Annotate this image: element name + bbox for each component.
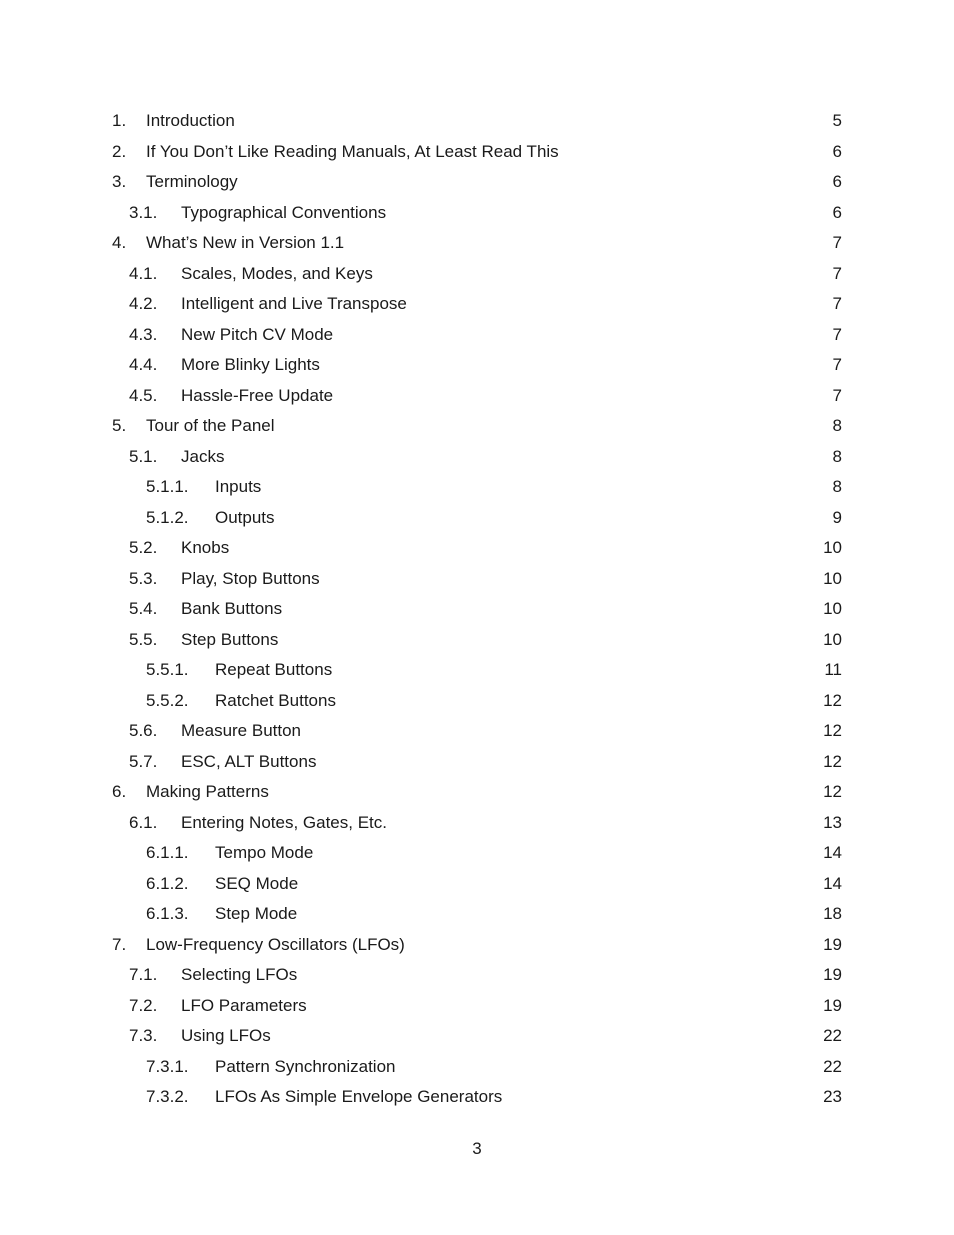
toc-entry-title: Typographical Conventions <box>181 202 387 222</box>
toc-entry-number: 5.3. <box>129 568 158 588</box>
toc-entry-title: Intelligent and Live Transpose <box>181 294 407 313</box>
toc-entry-page: 7 <box>832 355 842 374</box>
toc-entry[interactable] <box>112 564 842 595</box>
toc-entry-page: 22 <box>823 1056 842 1076</box>
toc-entry[interactable] <box>112 991 842 1022</box>
toc-entry-title: Play, Stop Buttons <box>181 568 320 588</box>
toc-entry-page: 7 <box>832 263 842 283</box>
toc-entry[interactable] <box>112 808 842 839</box>
toc-entry-number: 1. <box>112 111 127 130</box>
toc-entry-number: 6. <box>112 782 127 801</box>
toc-entry[interactable] <box>112 228 842 259</box>
toc-entry-page: 8 <box>832 416 842 435</box>
toc-entry-number: 3. <box>112 172 127 191</box>
toc-entry-number: 5.1.1. <box>146 477 189 496</box>
toc-entry-title: LFO Parameters <box>181 995 307 1015</box>
toc-entry[interactable] <box>112 350 842 381</box>
toc-entry-page: 10 <box>823 629 842 649</box>
toc-entry-page: 12 <box>823 751 842 771</box>
toc-entry-title: Tour of the Panel <box>146 416 275 435</box>
toc-entry-title: LFOs As Simple Envelope Generators <box>215 1087 503 1106</box>
toc-entry[interactable] <box>112 320 842 351</box>
toc-entry-title: Introduction <box>146 111 235 130</box>
toc-entry-page: 10 <box>823 599 842 618</box>
toc-entry-number: 5.5.1. <box>146 660 189 679</box>
toc-entry-number: 7.3.2. <box>146 1087 189 1106</box>
toc-entry-page: 14 <box>823 873 842 893</box>
toc-entry-title: Bank Buttons <box>181 599 283 618</box>
toc-entry-number: 6.1.1. <box>146 843 189 862</box>
toc-entry-title: Inputs <box>215 477 262 496</box>
toc-entry-page: 8 <box>832 446 842 466</box>
toc-entry-number: 6.1.2. <box>146 873 189 893</box>
toc-entry[interactable] <box>112 1052 842 1083</box>
toc-entry[interactable] <box>112 289 842 320</box>
toc-entry[interactable] <box>112 1082 842 1113</box>
toc-entry-number: 4.3. <box>129 324 158 344</box>
toc-entry-title: Pattern Synchronization <box>215 1056 396 1076</box>
toc-entry[interactable] <box>112 869 842 900</box>
toc-entry-page: 13 <box>823 812 842 832</box>
toc-entry-number: 7.2. <box>129 995 158 1015</box>
toc-entry-title: Tempo Mode <box>215 843 314 862</box>
toc-entry-title: New Pitch CV Mode <box>181 324 334 344</box>
toc-entry-number: 5.1. <box>129 446 158 466</box>
toc-entry-title: Repeat Buttons <box>215 660 333 679</box>
toc-entry-title: Ratchet Buttons <box>215 690 336 710</box>
toc-entry[interactable] <box>112 1021 842 1052</box>
toc-entry-title: Making Patterns <box>146 782 269 801</box>
toc-entry[interactable] <box>112 503 842 534</box>
toc-entry-page: 7 <box>832 294 842 313</box>
toc-entry-number: 4.1. <box>129 263 158 283</box>
toc-entry-number: 4.5. <box>129 385 158 405</box>
toc-entry-title: ESC, ALT Buttons <box>181 751 317 771</box>
toc-entry-page: 10 <box>823 568 842 588</box>
toc-entry-number: 3.1. <box>129 202 158 222</box>
toc-entry-title: Scales, Modes, and Keys <box>181 263 373 283</box>
toc-entry[interactable] <box>112 838 842 869</box>
toc-entry-title: More Blinky Lights <box>181 355 320 374</box>
toc-entry-title: Hassle-Free Update <box>181 385 334 405</box>
toc-entry-number: 6.1.3. <box>146 904 189 923</box>
toc-entry-title: Knobs <box>181 538 230 557</box>
toc-entry-page: 8 <box>832 477 842 496</box>
toc-entry[interactable] <box>112 747 842 778</box>
toc-entry[interactable] <box>112 411 842 442</box>
toc-entry[interactable] <box>112 381 842 412</box>
toc-entry-page: 19 <box>823 934 842 954</box>
toc-entry-page: 19 <box>823 965 842 984</box>
toc-entry-page: 12 <box>823 782 842 801</box>
toc-entry-number: 7.3.1. <box>146 1056 189 1076</box>
toc-entry-number: 6.1. <box>129 812 158 832</box>
toc-entry-title: Entering Notes, Gates, Etc. <box>181 812 387 832</box>
toc-entry-number: 4.4. <box>129 355 158 374</box>
toc-entry[interactable] <box>112 472 842 503</box>
toc-entry-page: 12 <box>823 690 842 710</box>
toc-entry-number: 5.2. <box>129 538 158 557</box>
toc-entry-page: 5 <box>832 111 842 130</box>
toc-entry-title: Terminology <box>146 172 238 191</box>
toc-entry[interactable] <box>112 167 842 198</box>
toc-entry-number: 5.5. <box>129 629 158 649</box>
toc-entry[interactable] <box>112 777 842 808</box>
toc-entry-title: SEQ Mode <box>215 873 299 893</box>
toc-entry[interactable] <box>112 960 842 991</box>
toc-entry-title: Using LFOs <box>181 1026 271 1045</box>
toc-entry-page: 6 <box>832 172 842 191</box>
toc-entry-page: 18 <box>823 904 842 923</box>
toc-entry-number: 5.4. <box>129 599 158 618</box>
toc-entry-title: What’s New in Version 1.1 <box>146 233 345 252</box>
toc-entry-number: 5.7. <box>129 751 158 771</box>
toc-entry-title: Step Mode <box>215 904 298 923</box>
page-number: 3 <box>472 1139 482 1158</box>
toc-entry-page: 11 <box>824 660 842 679</box>
toc-entry-page: 6 <box>832 141 842 161</box>
toc-entry-title: Measure Button <box>181 721 302 740</box>
toc-entry-number: 7. <box>112 934 127 954</box>
toc-entry-page: 9 <box>832 507 842 527</box>
toc-entry-page: 12 <box>823 721 842 740</box>
toc-entry[interactable] <box>112 716 842 747</box>
toc-entry-title: Selecting LFOs <box>181 965 298 984</box>
toc-entry-number: 5. <box>112 416 127 435</box>
toc-entry[interactable] <box>112 899 842 930</box>
toc-entry[interactable] <box>112 533 842 564</box>
toc-entry-number: 7.1. <box>129 965 158 984</box>
toc-entry-page: 19 <box>823 995 842 1015</box>
toc-entry-number: 5.6. <box>129 721 158 740</box>
toc-entry-number: 2. <box>112 141 127 161</box>
toc-entry-page: 23 <box>823 1087 842 1106</box>
toc-entry[interactable] <box>112 594 842 625</box>
toc-entry[interactable] <box>112 198 842 229</box>
toc-entry-page: 14 <box>823 843 842 862</box>
toc-entry-number: 7.3. <box>129 1026 158 1045</box>
toc-entry-page: 22 <box>823 1026 842 1045</box>
toc-entry-page: 10 <box>823 538 842 557</box>
toc-entry-page: 7 <box>832 324 842 344</box>
toc-entry-number: 4.2. <box>129 294 158 313</box>
table-of-contents <box>112 106 842 1113</box>
toc-entry-number: 4. <box>112 233 127 252</box>
toc-entry-title: Low-Frequency Oscillators (LFOs) <box>146 934 405 954</box>
toc-entry[interactable] <box>112 106 842 137</box>
toc-entry[interactable] <box>112 930 842 961</box>
toc-entry-number: 5.1.2. <box>146 507 189 527</box>
toc-entry[interactable] <box>112 442 842 473</box>
toc-entry[interactable] <box>112 686 842 717</box>
toc-entry-title: Outputs <box>215 507 275 527</box>
toc-entry-title: Jacks <box>181 446 225 466</box>
toc-entry-title: Step Buttons <box>181 629 279 649</box>
toc-entry[interactable] <box>112 655 842 686</box>
toc-entry-number: 5.5.2. <box>146 690 189 710</box>
toc-entry-page: 6 <box>832 202 842 222</box>
toc-entry-title: If You Don’t Like Reading Manuals, At Least Read This <box>146 141 559 161</box>
toc-entry-page: 7 <box>832 385 842 405</box>
toc-entry-page: 7 <box>832 233 842 252</box>
toc-entry[interactable] <box>112 625 842 656</box>
toc-entry[interactable] <box>112 259 842 290</box>
toc-entry[interactable] <box>112 137 842 168</box>
